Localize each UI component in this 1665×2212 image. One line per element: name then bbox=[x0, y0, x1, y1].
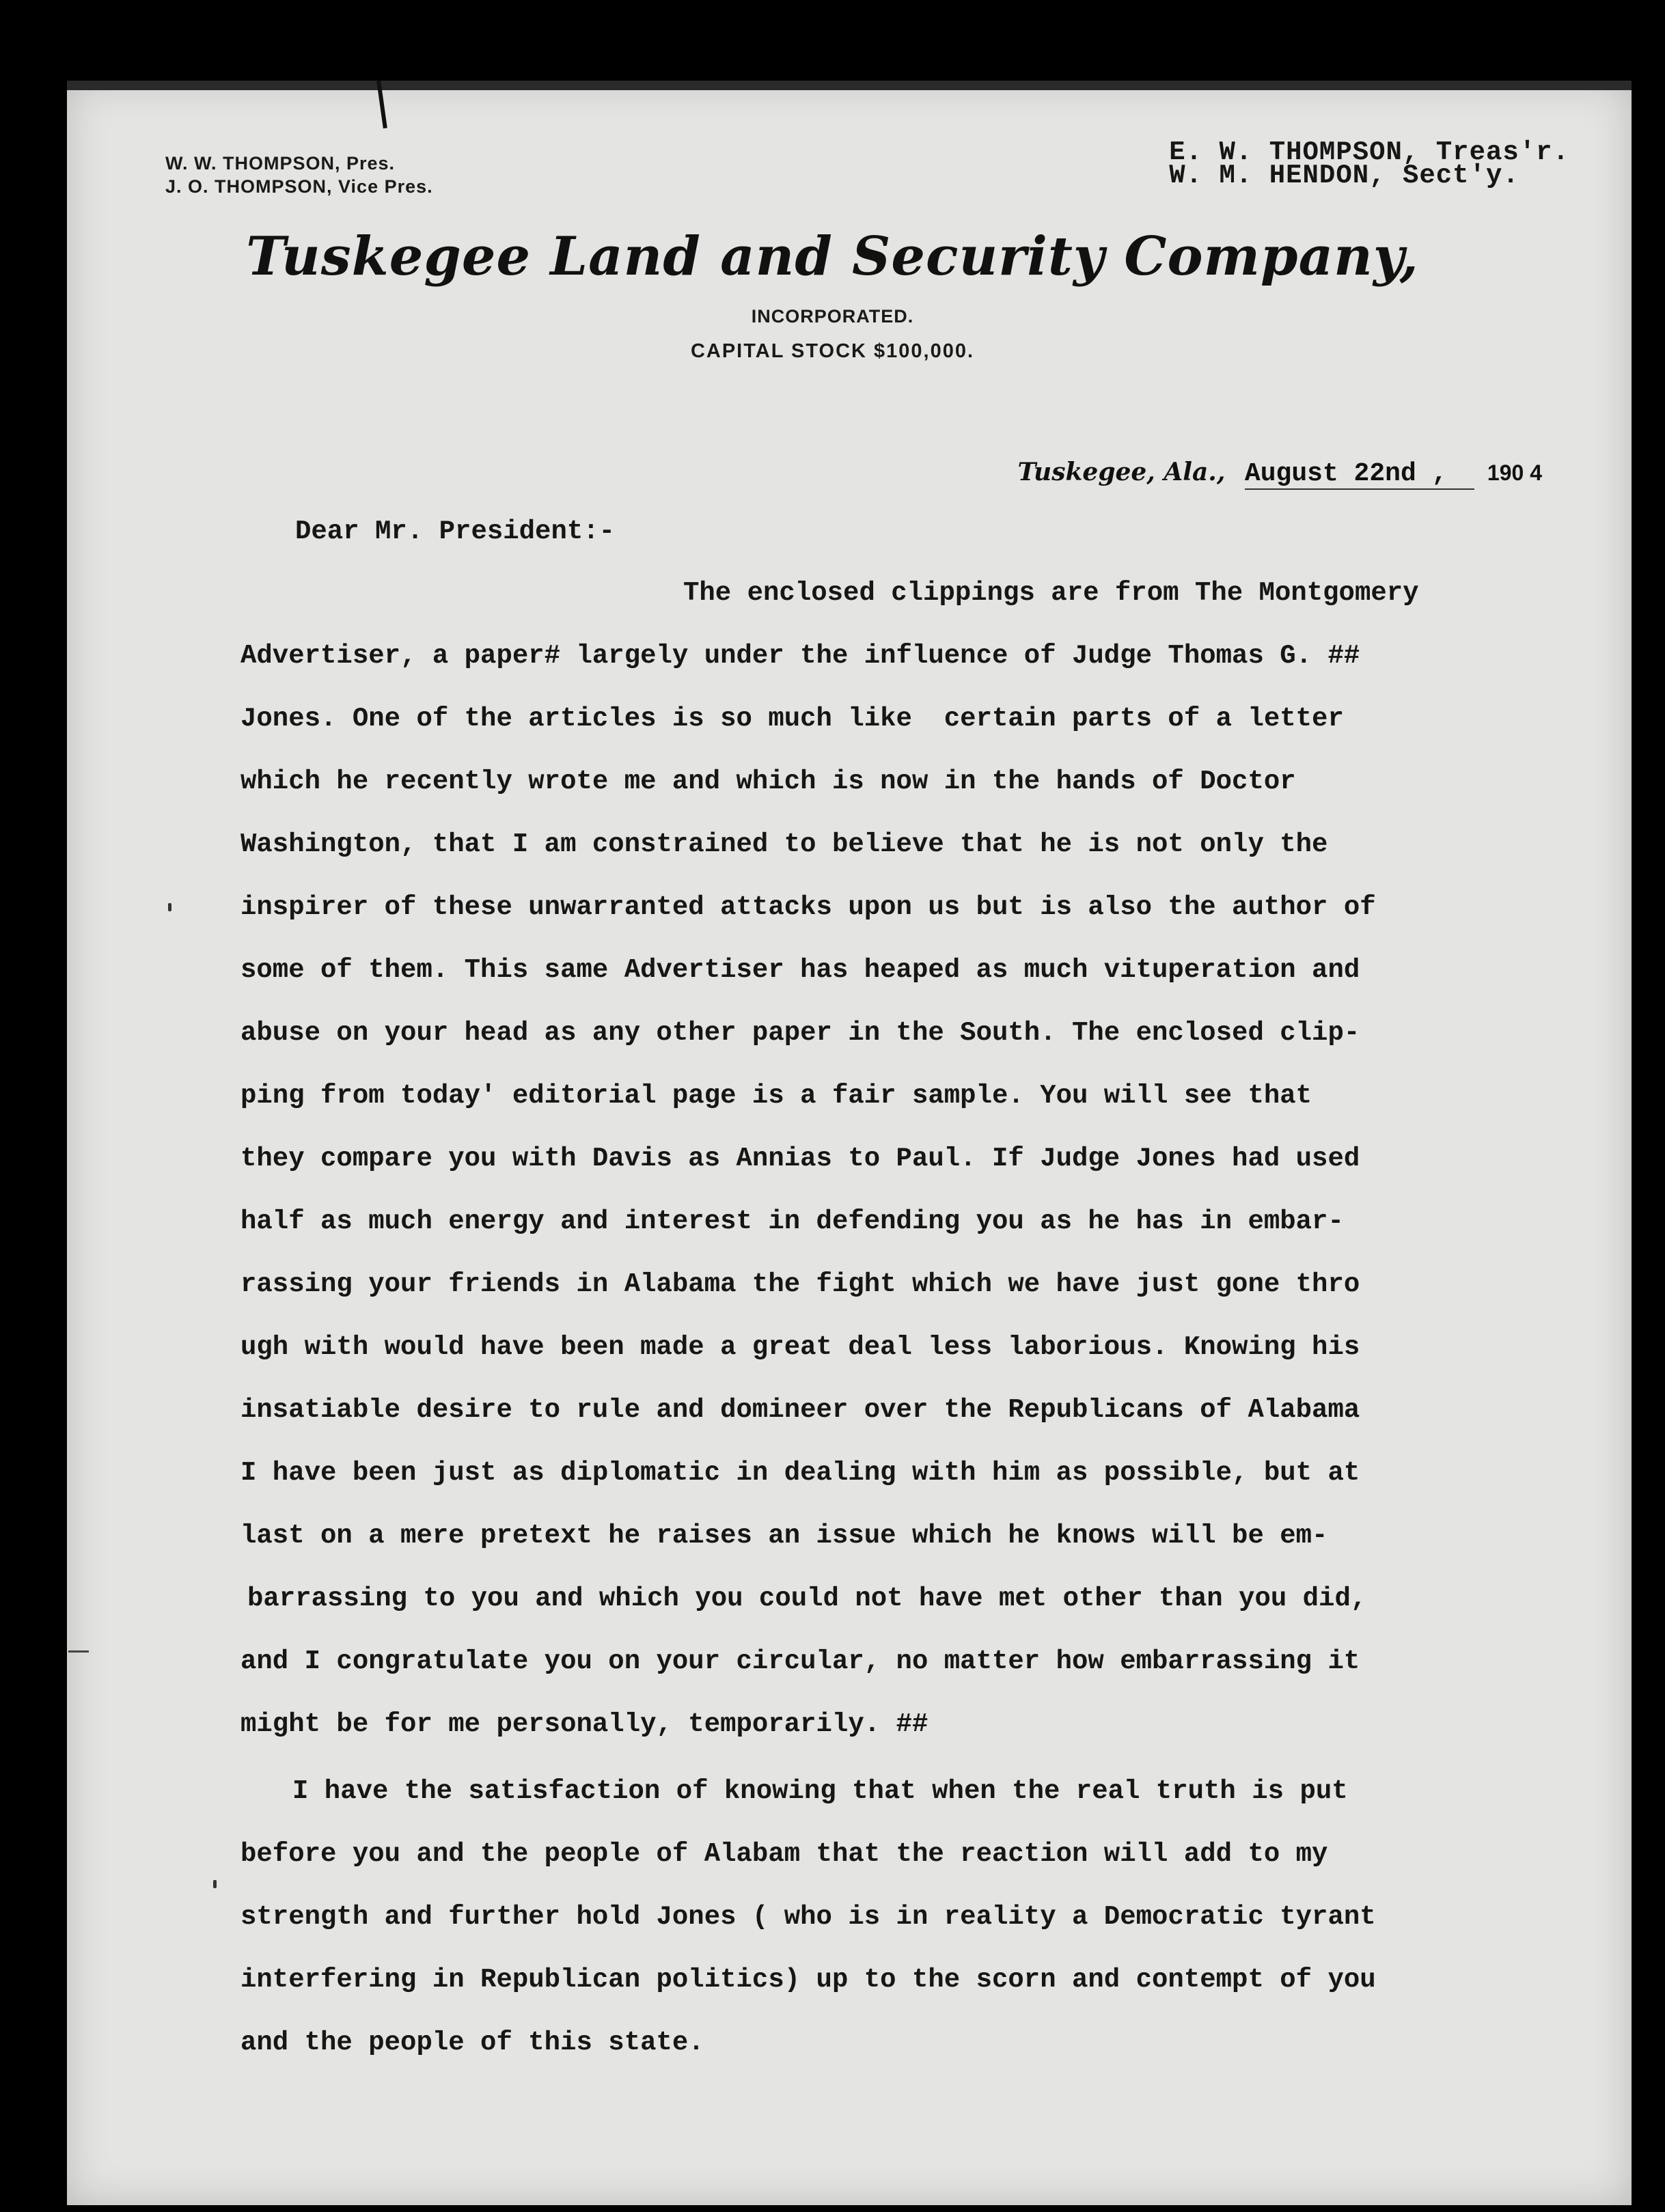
officer-secretary: W. M. HENDON, Sect'y. bbox=[1169, 161, 1519, 191]
capital-stock: CAPITAL STOCK $100,000. bbox=[690, 340, 975, 362]
letter-line: last on a mere pretext he raises an issue which he knows will be em- bbox=[240, 1521, 1328, 1551]
margin-fold-mark bbox=[68, 1650, 89, 1653]
letter-line: they compare you with Davis as Annias to Paul. If Judge Jones had used bbox=[240, 1144, 1360, 1174]
letter-line: abuse on your head as any other paper in the South. The enclosed clip- bbox=[240, 1018, 1360, 1048]
letter-line: interfering in Republican politics) up to the scorn and contempt of you bbox=[240, 1965, 1376, 1995]
officers-right bbox=[1169, 137, 1569, 191]
letter-line: some of them. This same Advertiser has heaped as much vituperation and bbox=[240, 955, 1360, 985]
letter-line: might be for me personally, temporarily. ## bbox=[240, 1709, 928, 1739]
dateline-year: 190 4 bbox=[1487, 460, 1542, 485]
officers-left bbox=[165, 152, 433, 198]
margin-speck bbox=[168, 903, 171, 911]
letter-sheet bbox=[67, 81, 1632, 2205]
letter-line: and I congratulate you on your circular, no matter how embarrassing it bbox=[240, 1646, 1360, 1676]
letter-line: rassing your friends in Alabama the fight which we have just gone thro bbox=[240, 1269, 1360, 1299]
margin-speck bbox=[213, 1880, 217, 1888]
incorporated-label: INCORPORATED. bbox=[751, 306, 914, 327]
letter-line: I have the satisfaction of knowing that when the real truth is put bbox=[292, 1776, 1348, 1806]
letter-line: The enclosed clippings are from The Montgomery bbox=[683, 578, 1419, 608]
sheet-top-edge bbox=[67, 81, 1632, 90]
letter-line: which he recently wrote me and which is now in the hands of Doctor bbox=[240, 766, 1296, 797]
letter-line: I have been just as diplomatic in dealing with him as possible, but at bbox=[240, 1458, 1360, 1488]
letter-line: Advertiser, a paper# largely under the influence of Judge Thomas G. ## bbox=[240, 641, 1360, 671]
letter-line: Jones. One of the articles is so much like certain parts of a letter bbox=[240, 704, 1344, 734]
letter-line: Washington, that I am constrained to believe that he is not only the bbox=[240, 829, 1328, 859]
letter-line: strength and further hold Jones ( who is in reality a Democratic tyrant bbox=[240, 1902, 1376, 1932]
letter-line: ugh with would have been made a great deal less laborious. Knowing his bbox=[240, 1332, 1360, 1362]
letter-line: before you and the people of Alabam that the reaction will add to my bbox=[240, 1839, 1328, 1869]
officer-vice-president: J. O. THOMPSON, Vice Pres. bbox=[165, 176, 433, 197]
letter-line: and the people of this state. bbox=[240, 2028, 704, 2058]
officer-treasurer: E. W. THOMPSON, Treas'r. bbox=[1169, 137, 1569, 167]
dateline bbox=[1018, 458, 1542, 488]
salutation: Dear Mr. President:- bbox=[295, 516, 616, 547]
letter-line: inspirer of these unwarranted attacks upon us but is also the author of bbox=[240, 892, 1376, 922]
officer-president: W. W. THOMPSON, Pres. bbox=[165, 153, 396, 174]
dateline-place: Tuskegee, Ala., bbox=[1017, 458, 1226, 486]
letter-line: barrassing to you and which you could not have met other than you did, bbox=[247, 1584, 1367, 1614]
dateline-date: August 22nd , bbox=[1245, 459, 1474, 490]
letter-line: insatiable desire to rule and domineer over the Republicans of Alabama bbox=[240, 1395, 1360, 1425]
company-name: Tuskegee Land and Security Company, bbox=[246, 225, 1419, 288]
letter-line: ping from today' editorial page is a fair sample. You will see that bbox=[240, 1081, 1312, 1111]
letter-line: half as much energy and interest in defending you as he has in embar- bbox=[240, 1206, 1344, 1236]
